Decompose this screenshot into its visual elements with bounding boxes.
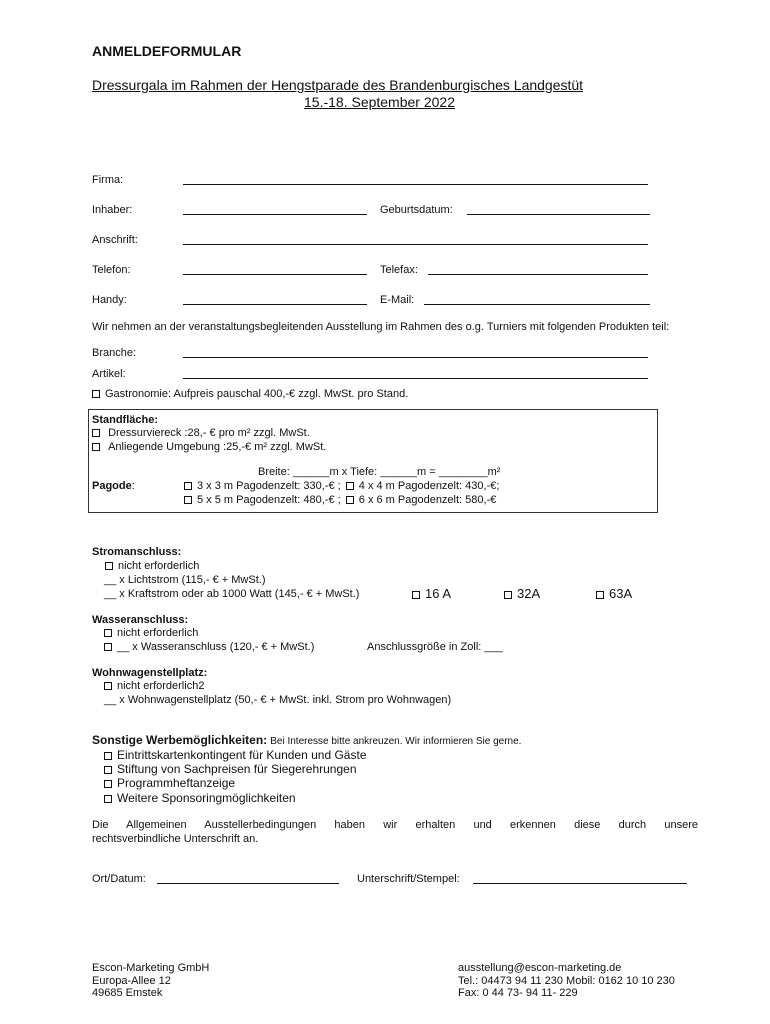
strom-32a-option[interactable] (504, 586, 540, 601)
wohnwagen-nicht-label: nicht erforderlich2 (117, 680, 205, 692)
ort-datum-field[interactable] (157, 883, 339, 884)
dressurviereck-option[interactable] (92, 427, 310, 439)
sonstige-item-4-label: Weitere Sponsoringmöglichkeiten (117, 791, 296, 805)
label-telefon: Telefon: (92, 264, 131, 276)
footer-phone: Tel.: 04473 94 11 230 Mobil: 0162 10 10 230 (458, 974, 675, 987)
label-anschrift: Anschrift: (92, 234, 138, 246)
pagode-5x5-label: 5 x 5 m Pagodenzelt: 480,-€ ; (197, 494, 341, 506)
pagode-6x6-label: 6 x 6 m Pagodenzelt: 580,-€ (358, 494, 497, 506)
sonstige-item-2[interactable] (104, 762, 357, 776)
sonstige-item-1-label: Eintrittskartenkontingent für Kunden und Gäste (117, 748, 367, 762)
strom-nicht-label: nicht erforderlich (118, 560, 200, 572)
agb-text-line-1: Die Allgemeinen Ausstellerbedingungen haben wir erhalten und erkennen diese durch unsere (92, 819, 698, 831)
anschrift-field[interactable] (183, 244, 648, 245)
telefon-field[interactable] (183, 274, 367, 275)
wasser-nicht-label: nicht erforderlich (117, 627, 199, 639)
footer-fax: Fax: 0 44 73- 94 11- 229 (458, 987, 578, 999)
form-title: ANMELDEFORMULAR (92, 43, 242, 59)
sonstige-heading: Sonstige Werbemöglichkeiten: (92, 733, 268, 747)
pagode-3x3-checkbox[interactable] (184, 482, 192, 490)
geburtsdatum-field[interactable] (467, 214, 650, 215)
handy-field[interactable] (183, 304, 367, 305)
label-telefax: Telefax: (380, 264, 418, 276)
label-email: E-Mail: (380, 294, 415, 306)
wasser-nicht-checkbox[interactable] (104, 629, 112, 637)
strom-63a-label: 63A (609, 586, 633, 601)
wasseranschluss-checkbox[interactable] (104, 643, 112, 651)
footer-contact (458, 962, 675, 1000)
footer-email: ausstellung@escon-marketing.de (458, 962, 622, 974)
pagode-3x3-label: 3 x 3 m Pagodenzelt: 330,-€ ; (197, 480, 341, 492)
strom-16a-option[interactable] (412, 586, 451, 601)
label-artikel: Artikel: (92, 368, 126, 380)
dressurviereck-label: Dressurviereck :28,- € pro m² zzgl. MwSt. (108, 427, 310, 439)
sonstige-item-4-checkbox[interactable] (104, 795, 112, 803)
footer-company-street: Europa-Allee 12 (92, 974, 171, 987)
email-field[interactable] (424, 304, 650, 305)
sonstige-item-2-label: Stiftung von Sachpreisen für Siegerehrungen (117, 762, 357, 776)
label-ort-datum: Ort/Datum: (92, 873, 146, 885)
label-branche: Branche: (92, 347, 137, 359)
pagode-4x4-checkbox[interactable] (346, 482, 354, 490)
strom-nicht-checkbox[interactable] (105, 562, 113, 570)
footer-company-name: Escon-Marketing GmbH (92, 962, 210, 974)
sonstige-item-2-checkbox[interactable] (104, 766, 112, 774)
strom-63a-option[interactable] (596, 586, 632, 601)
wohnwagen-nicht-option[interactable] (104, 680, 204, 692)
pagode-row-2 (184, 494, 496, 506)
dressurviereck-checkbox[interactable] (92, 429, 100, 437)
sonstige-item-4[interactable] (104, 791, 296, 805)
strom-nicht-option[interactable] (105, 560, 199, 572)
wohnwagenstellplatz-line: __ x Wohnwagenstellplatz (50,- € + MwSt. inkl. Strom pro Wohnwagen) (104, 694, 452, 706)
label-firma: Firma: (92, 174, 124, 186)
kraftstrom-line: __ x Kraftstrom oder ab 1000 Watt (145,- € + MwSt.) (104, 588, 360, 600)
sonstige-note: Bei Interesse bitte ankreuzen. Wir informieren Sie gerne. (270, 736, 522, 747)
pagode-label: Pagode: (92, 480, 135, 492)
lichtstrom-line: __ x Lichtstrom (115,- € + MwSt.) (104, 574, 266, 586)
umgebung-option[interactable] (92, 441, 326, 453)
label-inhaber: Inhaber: (92, 204, 133, 216)
event-title: Dressurgala im Rahmen der Hengstparade des Brandenburgisches Landgestüt (92, 77, 584, 93)
strom-heading: Stromanschluss: (92, 546, 182, 558)
wohnwagen-heading: Wohnwagenstellplatz: (92, 667, 208, 679)
label-geburtsdatum: Geburtsdatum: (380, 204, 453, 216)
sonstige-item-1[interactable] (104, 748, 367, 762)
wasseranschluss-option[interactable] (104, 641, 314, 653)
pagode-row-1 (184, 480, 499, 492)
footer-company-city: 49685 Emstek (92, 987, 163, 999)
anschlussgroesse-line: Anschlussgröße in Zoll: ___ (367, 641, 503, 653)
event-date: 15.-18. September 2022 (304, 94, 455, 110)
wasser-nicht-option[interactable] (104, 627, 198, 639)
sonstige-item-3[interactable] (104, 776, 235, 790)
pagode-6x6-checkbox[interactable] (346, 496, 354, 504)
strom-32a-checkbox[interactable] (504, 591, 512, 599)
gastronomie-option[interactable] (92, 388, 408, 400)
strom-63a-checkbox[interactable] (596, 591, 604, 599)
agb-text-line-2: rechtsverbindliche Unterschrift an. (92, 833, 259, 845)
unterschrift-field[interactable] (473, 883, 687, 884)
footer-company (92, 962, 209, 1000)
strom-16a-label: 16 A (425, 586, 452, 601)
branche-field[interactable] (183, 357, 648, 358)
gastronomie-label: Gastronomie: Aufpreis pauschal 400,-€ zzgl. MwSt. pro Stand. (105, 388, 409, 400)
label-handy: Handy: (92, 294, 127, 306)
wasseranschluss-label: __ x Wasseranschluss (120,- € + MwSt.) (117, 641, 315, 653)
inhaber-field[interactable] (183, 214, 367, 215)
sonstige-item-3-checkbox[interactable] (104, 780, 112, 788)
telefax-field[interactable] (428, 274, 648, 275)
strom-32a-label: 32A (517, 586, 541, 601)
gastronomie-checkbox[interactable] (92, 390, 100, 398)
umgebung-label: Anliegende Umgebung :25,-€ m² zzgl. MwSt. (108, 441, 327, 453)
firma-field[interactable] (183, 184, 648, 185)
pagode-5x5-checkbox[interactable] (184, 496, 192, 504)
pagode-4x4-label: 4 x 4 m Pagodenzelt: 430,-€; (358, 480, 500, 492)
participation-text: Wir nehmen an der veranstaltungsbegleitenden Ausstellung im Rahmen des o.g. Turniers mit folgenden Produkten teil: (92, 321, 670, 333)
strom-16a-checkbox[interactable] (412, 591, 420, 599)
wohnwagen-nicht-checkbox[interactable] (104, 682, 112, 690)
standflaeche-heading: Standfläche: (92, 414, 159, 426)
sonstige-item-1-checkbox[interactable] (104, 752, 112, 760)
sonstige-item-3-label: Programmheftanzeige (117, 776, 236, 790)
label-unterschrift: Unterschrift/Stempel: (357, 873, 460, 885)
umgebung-checkbox[interactable] (92, 443, 100, 451)
breite-tiefe-line: Breite: ______m x Tiefe: ______m = ________m² (258, 466, 501, 478)
sonstige-header (92, 733, 521, 747)
artikel-field[interactable] (183, 378, 648, 379)
wasser-heading: Wasseranschluss: (92, 614, 189, 626)
